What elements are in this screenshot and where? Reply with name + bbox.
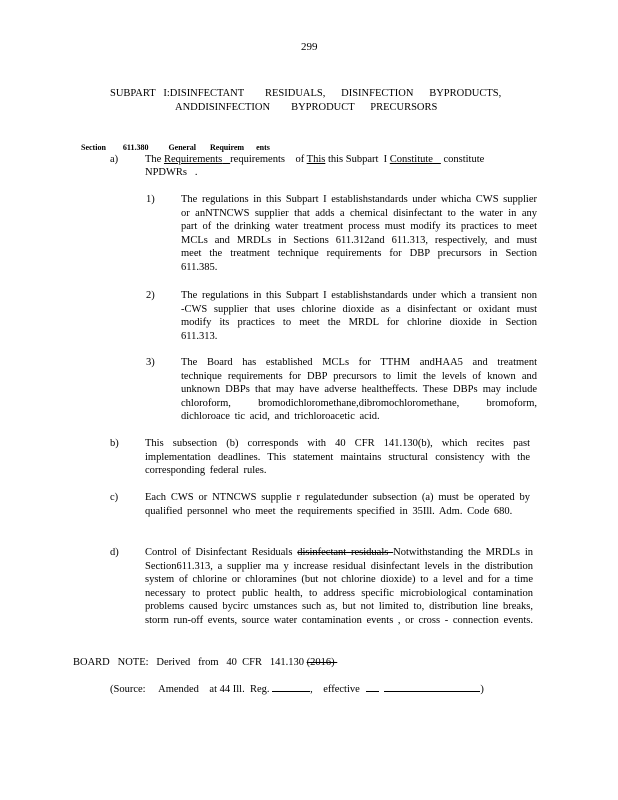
source-line xyxy=(110,683,484,697)
board-note-text: BOARD NOTE: Derived from 40 CFR 141.130 xyxy=(73,657,307,668)
board-note xyxy=(73,656,337,670)
item-b-text: This subsection (b) corresponds with 40 CFR 141.130(b), which recites past implementation deadlines. This statement maintains structural consistency with the corresponding federal rules. xyxy=(145,438,530,476)
effective-date-blank-2 xyxy=(384,691,480,692)
item-a-inserted-requirements: Requirements xyxy=(163,154,223,165)
item-a-text-pre: The xyxy=(145,154,164,165)
item-a-text-mid-3: constitute xyxy=(440,154,485,165)
item-a-text xyxy=(145,153,484,167)
item-b-label: b) xyxy=(110,438,119,449)
item-a-label: a) xyxy=(110,154,119,165)
register-page-blank xyxy=(272,691,310,692)
item-a2-text: The regulations in this Subpart I establishstandards under which a transient non -CWS supplier that uses chlorine dioxide as a disinfectant or oxidant must modify its practices to meet the MRDL for chlorine dioxide in Section 611.313. xyxy=(181,290,537,342)
board-note-struck-year: (2016) xyxy=(306,657,338,668)
item-c-label: c) xyxy=(110,492,119,503)
item-a-text-mid-1: requirements of xyxy=(230,154,307,165)
source-text-end: ) xyxy=(480,684,484,695)
source-text-mid: , effective xyxy=(310,684,363,695)
item-a3-label: 3) xyxy=(146,357,155,368)
item-d-struck-text: disinfectant residuals xyxy=(297,547,394,558)
item-d-text-post: Notwithstanding the MRDLs in Section611.313, a supplier ma y increase residual disinfectant levels in the distribution system of chlorine or chloramines (but not chlorine dioxide) to a level and for a time necessary to protect public health, to address specific microbiological contamination problems caused bycirc umstances such as, but not limited to, distribution line breaks, storm run-off events, source water contamination events , or cross - connection events. xyxy=(145,547,533,626)
effective-date-blank-1 xyxy=(366,691,379,692)
section-number: 611.380 xyxy=(122,142,149,152)
item-a-inserted-constitute: Constitute xyxy=(389,154,433,165)
section-title-part-3: ents xyxy=(256,142,270,152)
section-title-part-1: General xyxy=(168,142,196,152)
item-a-inserted-this: This xyxy=(306,154,326,165)
item-d-text-pre: Control of Disinfectant Residuals xyxy=(145,547,298,558)
item-a1-label: 1) xyxy=(146,194,155,205)
item-c-text: Each CWS or NTNCWS supplie r regulatedunder subsection (a) must be operated by qualified personnel who meet the requirements specified in 35Ill. Adm. Code 680. xyxy=(145,492,530,517)
page-number: 299 xyxy=(301,41,318,53)
section-title-part-2: Requirem xyxy=(210,142,245,152)
item-a1-text: The regulations in this Subpart I establishstandards under whicha CWS supplier or anNTNCWS supplier that adds a chemical disinfectant to the water in any part of the drinking water treatment process must modify its practices to meet MCLs and MRDLs in Sections 611.312and 611.313, respectively, and must meet the treatment technique requirements for DBP precursors in Section 611.385. xyxy=(181,194,537,273)
item-d-label: d) xyxy=(110,547,119,558)
item-a-line-2: NPDWRs . xyxy=(145,167,198,178)
item-d-text xyxy=(145,546,533,627)
item-a3-text: The Board has established MCLs for TTHM andHAA5 and treatment technique requirements for DBP precursors to limit the levels of known and unknown DBPs that may have adverse healtheffects. These DBPs may include chloroform, bromodichloromethane,dibromochloromethane, bromoform, dichloroace tic acid, and trichloroacetic acid. xyxy=(181,357,537,422)
item-a-text-mid-2: this Subpart I xyxy=(325,154,390,165)
item-a2-label: 2) xyxy=(146,290,155,301)
subpart-title-line-2: ANDDISINFECTION BYPRODUCT PRECURSORS xyxy=(175,102,438,113)
source-text-pre: (Source: Amended at 44 Ill. Reg. xyxy=(110,684,273,695)
section-label: Section xyxy=(81,142,106,152)
subpart-title-line-1: SUBPART I:DISINFECTANT RESIDUALS, DISINFECTION BYPRODUCTS, xyxy=(110,88,502,99)
